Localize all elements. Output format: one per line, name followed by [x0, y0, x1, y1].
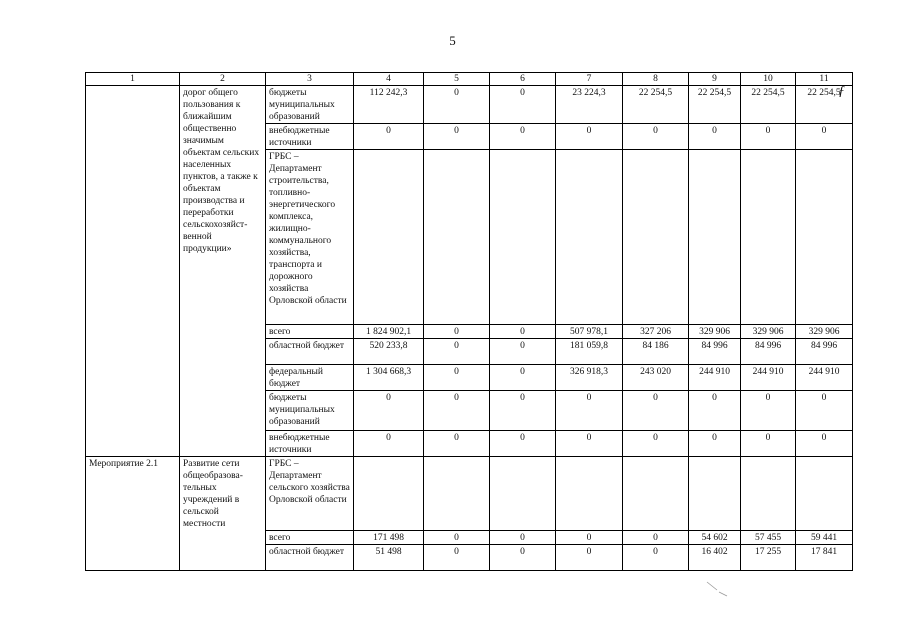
value-cell: 0	[424, 124, 490, 150]
value-cell	[424, 457, 490, 531]
value-cell: 0	[623, 545, 689, 571]
value-cell: 0	[556, 124, 623, 150]
header-row	[86, 73, 853, 86]
header-cell: 10	[741, 73, 796, 86]
value-cell: 244 910	[689, 365, 741, 391]
value-cell	[689, 150, 741, 325]
value-cell: 0	[424, 325, 490, 339]
value-cell: 0	[689, 391, 741, 431]
source-cell: бюджеты муниципальных образований	[266, 391, 354, 431]
source-cell: ГРБС – Департамент строительства, топливно-энергетического комплекса, жилищно-коммунального хозяйства, транспорта и дорожного хозяйства Орловской области	[266, 150, 354, 325]
measure-cell: Мероприятие 2.1	[86, 457, 180, 571]
value-cell: 0	[354, 431, 424, 457]
value-cell: 0	[689, 431, 741, 457]
budget-table	[85, 72, 853, 571]
value-cell: 1 304 668,3	[354, 365, 424, 391]
table-row	[86, 86, 853, 124]
source-cell: федеральный бюджет	[266, 365, 354, 391]
value-cell: 0	[556, 431, 623, 457]
value-cell: 22 254,5	[689, 86, 741, 124]
value-cell	[623, 457, 689, 531]
value-cell: 0	[796, 431, 853, 457]
value-cell: 329 906	[796, 325, 853, 339]
page-number: 5	[449, 33, 456, 48]
value-cell: 0	[623, 431, 689, 457]
value-cell: 0	[424, 431, 490, 457]
source-cell: внебюджетные источники	[266, 431, 354, 457]
value-cell: 0	[490, 365, 556, 391]
value-cell: 520 233,8	[354, 339, 424, 365]
value-cell: 0	[556, 545, 623, 571]
source-cell: ГРБС – Департамент сельского хозяйства Орловской области	[266, 457, 354, 531]
value-cell: 0	[741, 124, 796, 150]
value-cell	[354, 150, 424, 325]
value-cell: 54 602	[689, 531, 741, 545]
value-cell: 16 402	[689, 545, 741, 571]
value-cell	[623, 150, 689, 325]
value-cell: 0	[623, 391, 689, 431]
value-cell: 244 910	[741, 365, 796, 391]
value-cell: 0	[490, 531, 556, 545]
value-cell: 0	[623, 531, 689, 545]
value-cell	[354, 457, 424, 531]
value-cell: 0	[490, 325, 556, 339]
header-cell: 8	[623, 73, 689, 86]
value-cell: 0	[424, 339, 490, 365]
value-cell	[424, 150, 490, 325]
value-cell: 57 455	[741, 531, 796, 545]
value-cell: 0	[490, 391, 556, 431]
header-cell: 11	[796, 73, 853, 86]
value-cell: 84 996	[689, 339, 741, 365]
value-cell: 0	[741, 391, 796, 431]
value-cell: 0	[556, 391, 623, 431]
description-cell: дорог общего пользования к ближайшим общественно значимым объектам сельских населенных пунктов, а также к объектам производства и переработки сельскохозяйст-венной продукции»	[180, 86, 266, 457]
value-cell: 0	[424, 531, 490, 545]
value-cell: 22 254,5	[741, 86, 796, 124]
value-cell: 0	[490, 86, 556, 124]
value-cell: 327 206	[623, 325, 689, 339]
description-cell: Развитие сети общеобразова-тельных учреждений в сельской местности	[180, 457, 266, 571]
value-cell: 0	[424, 391, 490, 431]
value-cell: 171 498	[354, 531, 424, 545]
value-cell	[490, 457, 556, 531]
header-cell: 6	[490, 73, 556, 86]
value-cell: 0	[490, 431, 556, 457]
value-cell: 84 186	[623, 339, 689, 365]
value-cell: 329 906	[689, 325, 741, 339]
value-cell: 0	[354, 124, 424, 150]
value-cell	[741, 150, 796, 325]
value-cell: 1 824 902,1	[354, 325, 424, 339]
value-cell: 112 242,3	[354, 86, 424, 124]
handwritten-mark: ƒ	[838, 84, 845, 99]
value-cell: 329 906	[741, 325, 796, 339]
source-cell: всего	[266, 325, 354, 339]
source-cell: бюджеты муниципальных образований	[266, 86, 354, 124]
value-cell: 0	[796, 124, 853, 150]
value-cell	[689, 457, 741, 531]
header-cell: 2	[180, 73, 266, 86]
value-cell: 84 996	[741, 339, 796, 365]
pen-scribble	[705, 580, 735, 598]
value-cell: 0	[490, 545, 556, 571]
source-cell: внебюджетные источники	[266, 124, 354, 150]
value-cell	[741, 457, 796, 531]
header-cell: 3	[266, 73, 354, 86]
value-cell	[556, 457, 623, 531]
value-cell: 507 978,1	[556, 325, 623, 339]
source-cell: областной бюджет	[266, 545, 354, 571]
value-cell: 0	[796, 391, 853, 431]
value-cell: 22 254,5	[796, 86, 853, 124]
value-cell: 84 996	[796, 339, 853, 365]
header-cell: 5	[424, 73, 490, 86]
value-cell: 0	[623, 124, 689, 150]
value-cell: 51 498	[354, 545, 424, 571]
table-row	[86, 457, 853, 531]
value-cell: 326 918,3	[556, 365, 623, 391]
value-cell	[796, 457, 853, 531]
source-cell: областной бюджет	[266, 339, 354, 365]
value-cell: 243 020	[623, 365, 689, 391]
value-cell: 0	[490, 339, 556, 365]
value-cell: 0	[424, 365, 490, 391]
value-cell: 0	[741, 431, 796, 457]
value-cell: 0	[689, 124, 741, 150]
value-cell: 22 254,5	[623, 86, 689, 124]
value-cell: 23 224,3	[556, 86, 623, 124]
value-cell: 17 255	[741, 545, 796, 571]
value-cell	[796, 150, 853, 325]
value-cell	[490, 150, 556, 325]
value-cell: 244 910	[796, 365, 853, 391]
measure-cell	[86, 86, 180, 457]
value-cell	[556, 150, 623, 325]
value-cell: 17 841	[796, 545, 853, 571]
value-cell: 0	[354, 391, 424, 431]
value-cell: 0	[556, 531, 623, 545]
header-cell: 4	[354, 73, 424, 86]
value-cell: 181 059,8	[556, 339, 623, 365]
value-cell: 0	[490, 124, 556, 150]
value-cell: 0	[424, 545, 490, 571]
header-cell: 9	[689, 73, 741, 86]
source-cell: всего	[266, 531, 354, 545]
value-cell: 0	[424, 86, 490, 124]
value-cell: 59 441	[796, 531, 853, 545]
header-cell: 1	[86, 73, 180, 86]
header-cell: 7	[556, 73, 623, 86]
